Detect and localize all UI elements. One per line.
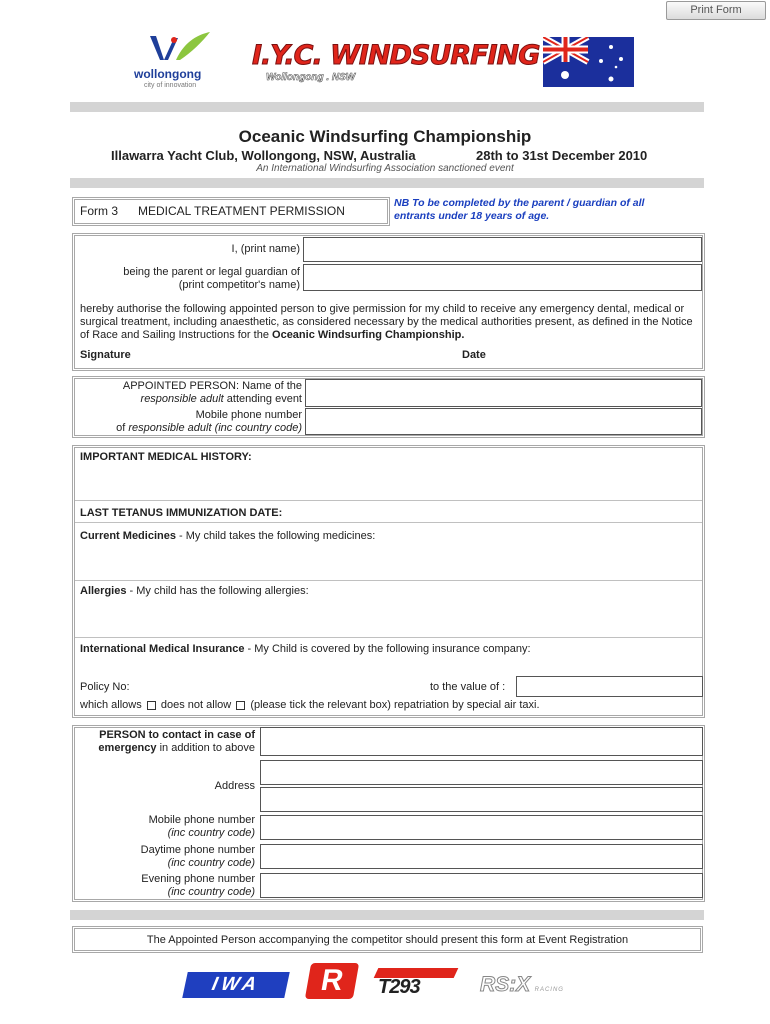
appointed-mobile-prefix: of (116, 422, 126, 434)
insurance-value-label: to the value of : (430, 681, 506, 693)
sponsor-r-text: R (318, 964, 346, 997)
divider (75, 580, 702, 581)
appointed-mobile-input[interactable] (305, 408, 702, 435)
mobile-input[interactable] (260, 815, 703, 840)
divider (75, 500, 702, 501)
which-allows-label: which allows (80, 699, 142, 711)
sponsor-t293-text: T293 (378, 976, 420, 998)
sponsor-r-logo (305, 963, 359, 999)
does-not-allow-checkbox[interactable] (236, 701, 245, 710)
wollongong-mark-icon (130, 30, 220, 70)
medicines-label (80, 530, 375, 542)
guardian-note: NB To be completed by the parent / guardian of all entrants under 18 years of age. (394, 197, 645, 222)
allows-checkbox[interactable] (147, 701, 156, 710)
contact-label-1: PERSON to contact in case of (99, 729, 255, 741)
does-not-allow-label: does not allow (160, 699, 232, 711)
allergies-label (80, 585, 309, 597)
signature-label: Signature (80, 349, 131, 361)
policy-label: Policy No: (80, 681, 130, 693)
address-input-1[interactable] (260, 760, 703, 785)
contact-label-bold: emergency (98, 742, 157, 754)
divider (75, 637, 702, 638)
sponsor-iwa-logo (182, 972, 290, 998)
mobile-code-label: (inc country code) (167, 827, 255, 839)
repatriation-row (80, 699, 540, 711)
allergies-input[interactable] (76, 600, 701, 636)
date-label: Date (462, 349, 486, 361)
insurance-label-bold: International Medical Insurance (80, 643, 245, 655)
event-dates: 28th to 31st December 2010 (476, 148, 648, 163)
divider (75, 522, 702, 523)
insurance-label-rest: - My Child is covered by the following insurance company: (247, 643, 531, 655)
medicines-label-rest: - My child takes the following medicines: (179, 530, 376, 542)
sponsor-iwa-text: IWA (209, 974, 263, 995)
tetanus-label: LAST TETANUS IMMUNIZATION DATE: (80, 507, 283, 519)
evening-code-label: (inc country code) (167, 886, 255, 898)
evening-input[interactable] (260, 873, 703, 898)
sponsor-rsx-logo (480, 973, 564, 997)
sponsor-t293-logo (376, 968, 462, 1000)
appointed-label-2 (80, 393, 302, 405)
contact-label-rest: in addition to above (159, 742, 255, 754)
authorisation-text (80, 303, 700, 342)
iyc-logo-text: I.Y.C. WINDSURFING (252, 40, 540, 71)
authorisation-event-name: Oceanic Windsurfing Championship. (272, 329, 465, 341)
allergies-label-rest: - My child has the following allergies: (129, 585, 309, 597)
appointed-name-input[interactable] (305, 379, 702, 407)
venue-line: Illawarra Yacht Club, Wollongong, NSW, Australia (111, 148, 416, 163)
repatriation-label: (please tick the relevant box) repatriation by special air taxi. (250, 699, 540, 711)
australian-flag-icon (543, 37, 634, 87)
contact-name-input[interactable] (260, 727, 703, 756)
insurance-value-input[interactable] (516, 676, 703, 697)
print-form-button[interactable]: Print Form (666, 1, 766, 20)
mobile-label: Mobile phone number (148, 814, 255, 826)
guardian-label-1: being the parent or legal guardian of (123, 266, 300, 278)
medicines-input[interactable] (76, 545, 701, 579)
address-label: Address (214, 780, 255, 792)
daytime-input[interactable] (260, 844, 703, 869)
daytime-label: Daytime phone number (140, 844, 255, 856)
sponsor-rsx-text: RS:X (480, 973, 531, 996)
address-input-2[interactable] (260, 787, 703, 812)
sanction-note: An International Windsurfing Association sanctioned event (256, 163, 514, 174)
appointed-mobile-italic: responsible adult (inc country code) (128, 422, 302, 434)
divider-bar-2 (70, 178, 704, 188)
medical-history-label: IMPORTANT MEDICAL HISTORY: (80, 451, 252, 463)
print-name-input[interactable] (303, 237, 702, 262)
wollongong-tagline: city of innovation (144, 82, 197, 89)
medicines-label-bold: Current Medicines (80, 530, 176, 542)
registration-note: The Appointed Person accompanying the competitor should present this form at Event Registration (146, 934, 629, 946)
appointed-label-rest: attending event (226, 393, 302, 405)
form-title: MEDICAL TREATMENT PERMISSION (138, 204, 345, 218)
divider-bar-top (70, 102, 704, 112)
wollongong-logo (130, 30, 220, 92)
evening-label: Evening phone number (141, 873, 255, 885)
medical-history-input[interactable] (76, 465, 701, 499)
appointed-label-1: APPOINTED PERSON: Name of the (122, 380, 302, 392)
page-title: Oceanic Windsurfing Championship (238, 127, 532, 146)
appointed-mobile-label-1: Mobile phone number (195, 409, 302, 421)
iyc-windsurfing-logo (252, 40, 540, 90)
iyc-logo-subtext: Wollongong . NSW (266, 72, 356, 83)
contact-label-2 (80, 742, 255, 754)
allergies-label-bold: Allergies (80, 585, 127, 597)
authorisation-text-main: hereby authorise the following appointed person to give permission for my child to receive any emergency dental, medical or surgical treatment, including anaesthetic, as considered necessary by the medical authorities present, as defined in the Notice of Race and Sailing Instructions for the (80, 303, 693, 341)
guardian-label-2: (print competitor's name) (178, 279, 300, 291)
insurance-label (80, 643, 531, 655)
daytime-code-label: (inc country code) (167, 857, 255, 869)
sponsor-rsx-sub: RACING (534, 987, 564, 993)
divider-bar-bottom (70, 910, 704, 920)
print-name-label: I, (print name) (231, 243, 300, 255)
appointed-mobile-label-2 (80, 422, 302, 434)
wollongong-wordmark: wollongong (134, 67, 202, 81)
appointed-label-italic: responsible adult (140, 393, 224, 405)
competitor-name-input[interactable] (303, 264, 702, 291)
form-number: Form 3 (80, 204, 119, 218)
